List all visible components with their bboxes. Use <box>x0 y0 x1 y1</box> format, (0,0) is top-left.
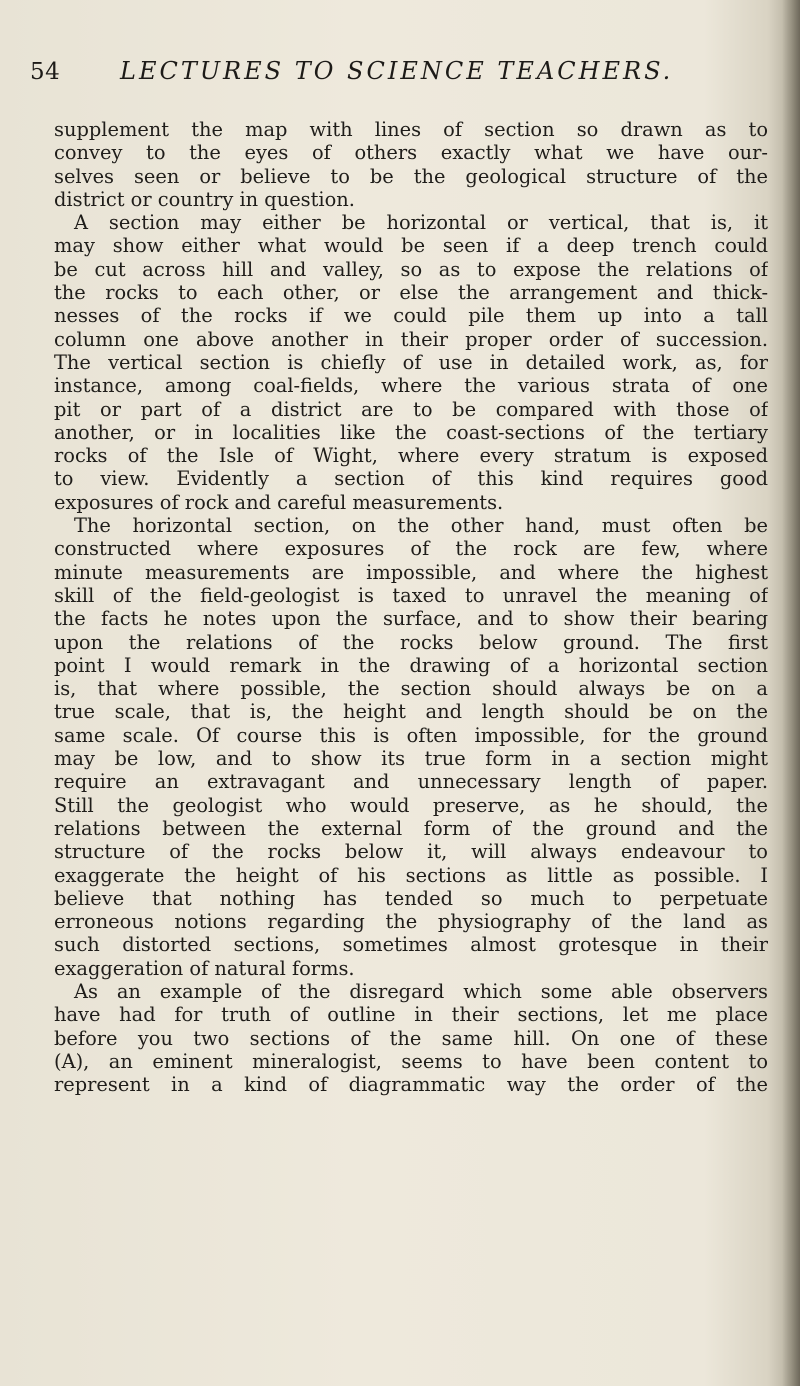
text-line: rocks of the Isle of Wight, where every stratum is exposed <box>54 444 768 468</box>
text-line: skill of the field-geologist is taxed to unravel the meaning of <box>54 583 768 607</box>
text-line: such distorted sections, sometimes almost grotesque in their <box>54 933 768 957</box>
body-text <box>54 118 768 1096</box>
page-header <box>30 55 770 95</box>
page-gutter-shadow <box>782 0 800 1386</box>
text-line: The horizontal section, on the other hand, must often be <box>74 514 768 538</box>
text-line: A section may either be horizontal or vertical, that is, it <box>74 211 768 235</box>
text-line: upon the relations of the rocks below ground. The first <box>54 630 768 654</box>
page-number: 54 <box>30 59 61 85</box>
text-line: constructed where exposures of the rock are few, where <box>54 537 768 561</box>
text-line: (A), an eminent mineralogist, seems to have been content to <box>54 1049 768 1073</box>
text-line: before you two sections of the same hill. On one of these <box>54 1026 768 1050</box>
text-line: exposures of rock and careful measurements. <box>54 490 504 514</box>
text-line: convey to the eyes of others exactly what we have our- <box>54 141 768 165</box>
text-line: same scale. Of course this is often impossible, for the ground <box>54 723 768 747</box>
text-line: structure of the rocks below it, will always endeavour to <box>54 840 768 864</box>
text-line: instance, among coal-fields, where the various strata of one <box>54 374 768 398</box>
text-line: believe that nothing has tended so much to perpetuate <box>54 886 768 910</box>
text-line: the rocks to each other, or else the arrangement and thick- <box>54 281 768 305</box>
text-line: minute measurements are impossible, and where the highest <box>54 560 768 584</box>
text-line: may be low, and to show its true form in a section might <box>54 747 768 771</box>
text-line: have had for truth of outline in their sections, let me place <box>54 1003 768 1027</box>
text-line: relations between the external form of the ground and the <box>54 816 768 840</box>
text-line: exaggeration of natural forms. <box>54 956 355 980</box>
text-line: The vertical section is chiefly of use in detailed work, as, for <box>54 350 768 374</box>
text-line: exaggerate the height of his sections as little as possible. I <box>54 863 768 887</box>
text-line: column one above another in their proper order of succession. <box>54 327 768 351</box>
text-line: selves seen or believe to be the geological structure of the <box>54 164 768 188</box>
running-title: LECTURES TO SCIENCE TEACHERS. <box>120 57 674 85</box>
text-line: Still the geologist who would preserve, as he should, the <box>54 793 768 817</box>
text-line: supplement the map with lines of section so drawn as to <box>54 118 768 141</box>
text-line: As an example of the disregard which some able observers <box>74 979 768 1003</box>
text-line: true scale, that is, the height and length should be on the <box>54 700 768 724</box>
text-line: erroneous notions regarding the physiography of the land as <box>54 910 768 934</box>
text-line: may show either what would be seen if a deep trench could <box>54 234 768 258</box>
text-line: to view. Evidently a section of this kind requires good <box>54 467 768 491</box>
text-line: pit or part of a district are to be compared with those of <box>54 397 768 421</box>
text-line: point I would remark in the drawing of a horizontal section <box>54 653 768 677</box>
text-line: the facts he notes upon the surface, and to show their bearing <box>54 607 768 631</box>
text-line: district or country in question. <box>54 187 355 211</box>
text-line: another, or in localities like the coast-sections of the tertiary <box>54 420 768 444</box>
text-line: nesses of the rocks if we could pile them up into a tall <box>54 304 768 328</box>
text-line: be cut across hill and valley, so as to expose the relations of <box>54 257 768 281</box>
text-line: is, that where possible, the section should always be on a <box>54 677 768 701</box>
text-line: require an extravagant and unnecessary length of paper. <box>54 770 768 794</box>
text-line: represent in a kind of diagrammatic way the order of the <box>54 1073 768 1097</box>
